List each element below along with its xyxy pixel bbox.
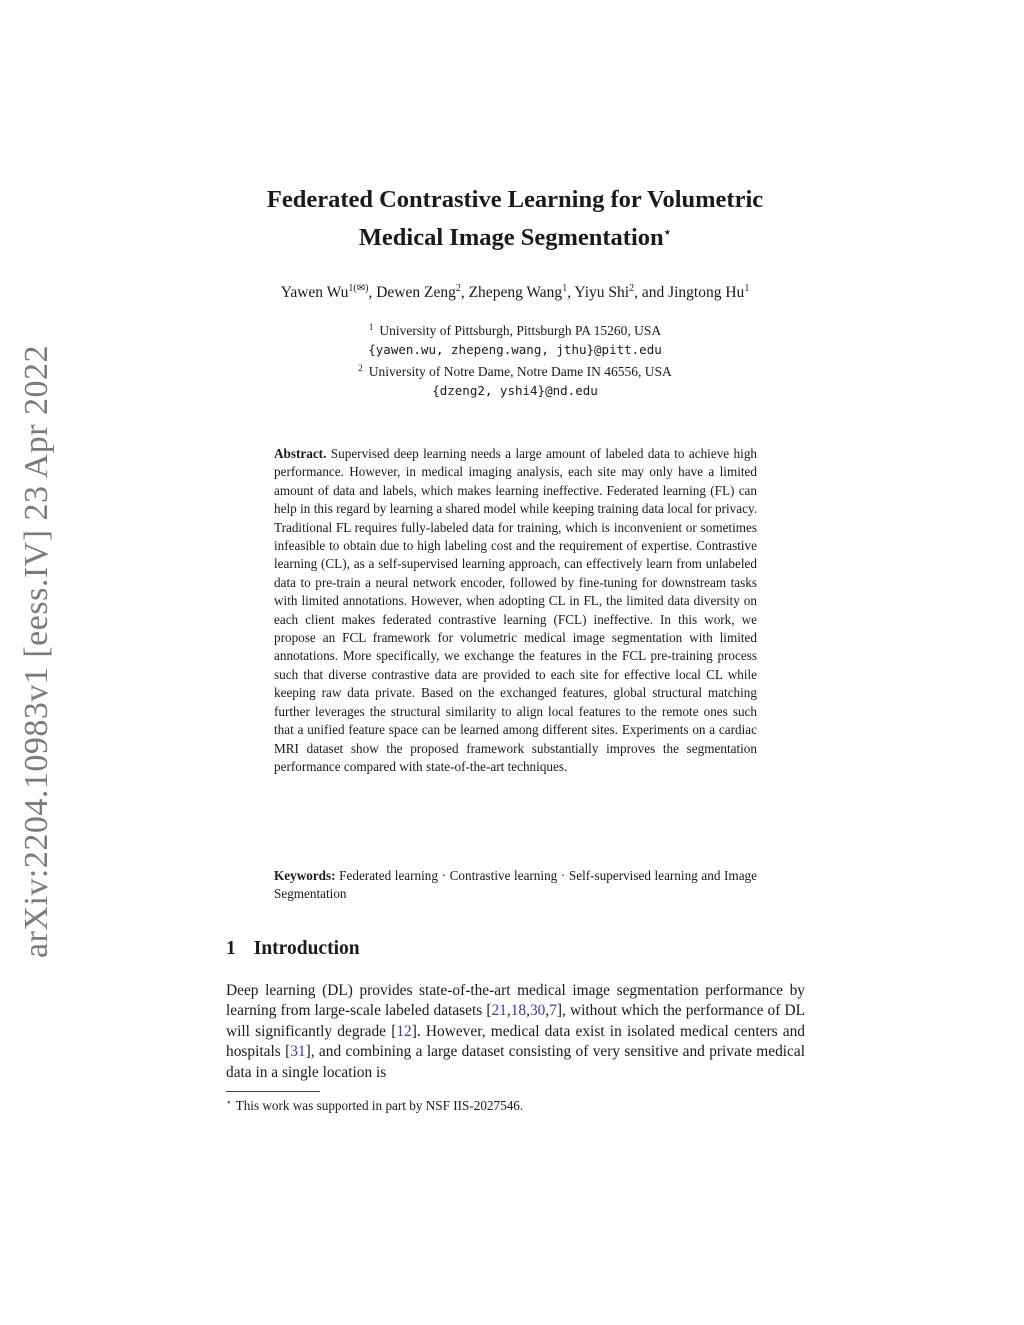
author-affil: 1 xyxy=(562,283,568,294)
author: Yiyu Shi$^2$, and xyxy=(574,283,669,301)
footnote-divider xyxy=(226,1091,320,1092)
citation-link[interactable]: 7 xyxy=(549,1002,557,1020)
section-title: Introduction xyxy=(253,938,360,959)
author-affil: 1(✉) xyxy=(348,283,369,294)
author-name: Dewen Zeng xyxy=(376,284,456,301)
author-name: Jingtong Hu xyxy=(668,284,745,301)
title-line-2-text: Medical Image Segmentation xyxy=(358,224,664,251)
arxiv-stamp: arXiv:2204.10983v1 [eess.IV] 23 Apr 2022 xyxy=(18,344,55,958)
affiliation-2: $^2$ University of Notre Dame, Notre Dame IN 46556, USA xyxy=(358,363,672,379)
citation-link[interactable]: 30 xyxy=(529,1002,546,1020)
author-list xyxy=(160,283,870,302)
envelope-icon: ✉ xyxy=(356,283,366,294)
paper-title xyxy=(160,184,870,254)
intro-paragraph: Deep learning (DL) provides state-of-the-art medical image segmentation performance by learning from large-scale labeled datasets [21,18,30,7], without which the performance of DL will significantly degrade [12]. However, medical data exist in isolated medical centers and hospitals [31], and combining a large dataset consisting of very sensitive and private medical data in a single location is xyxy=(226,982,805,1081)
author: Dewen Zeng$^2$, xyxy=(376,283,469,301)
citation-link[interactable]: 31 xyxy=(290,1043,306,1061)
citation-link[interactable]: 12 xyxy=(396,1022,412,1040)
abstract-label: Abstract. xyxy=(274,446,327,461)
keywords-label: Keywords: xyxy=(274,868,336,883)
title-footnote-mark: ⋆ xyxy=(663,225,672,239)
affiliation-1: $^1$ University of Pittsburgh, Pittsburgh PA 15260, USA xyxy=(368,322,662,338)
footnote-mark: ⋆ xyxy=(226,1097,232,1107)
affiliation-1-email: {yawen.wu, zhepeng.wang, jthu}@pitt.edu xyxy=(368,341,662,357)
keywords xyxy=(274,867,757,904)
affiliation-2-email: {dzeng2, yshi4}@nd.edu xyxy=(432,382,598,398)
author-affil: 1 xyxy=(744,283,750,294)
author-affil: 2 xyxy=(455,283,461,294)
title-line-2 xyxy=(160,216,870,254)
author-name: Yawen Wu xyxy=(280,284,349,301)
citation-link[interactable]: 21 xyxy=(491,1002,507,1020)
section-number: 1 xyxy=(226,938,236,959)
author-name: Yiyu Shi xyxy=(574,284,630,301)
section-heading xyxy=(226,938,360,960)
author: Yawen $Wu^{1(✉)}$, xyxy=(280,283,377,301)
author-affil: 2 xyxy=(629,283,635,294)
footnote-text: This work was supported in part by NSF IIS-2027546. xyxy=(235,1098,524,1113)
abstract-text: Supervised deep learning needs a large amount of labeled data to achieve high performance. However, in medical imaging analysis, each site may only have a limited amount of data and labels, which makes learning ineffective. Federated learning (FL) can help in this regard by learning a shared model while keeping training data local for privacy. Traditional FL requires fully-labeled data for training, which is inconvenient or sometimes infeasible to obtain due to high labeling cost and the requirement of expertise. Contrastive learning (CL), as a self-supervised learning approach, can effectively learn from unlabeled data to pre-train a neural network encoder, followed by fine-tuning for downstream tasks with limited annotations. However, when adopting CL in FL, the limited data diversity on each client makes federated contrastive learning (FCL) ineffective. In this work, we propose an FCL framework for volumetric medical image segmentation with limited annotations. More specifically, we exchange the features in the FCL pre-training process such that diverse contrastive data are provided to each site for effective local CL while keeping raw data private. Based on the exchanged features, global structural matching further leverages the structural similarity to align local features to the remote ones such that a unified feature space can be learned among different sites. Experiments on a cardiac MRI dataset show the proposed framework substantially improves the segmentation performance compared with state-of-the-art techniques. xyxy=(274,446,758,774)
footnote xyxy=(226,1097,523,1114)
abstract xyxy=(274,445,757,776)
keywords-text: Federated learning · Contrastive learning · Self-supervised learning and Image Segmentation xyxy=(274,868,757,902)
author xyxy=(668,284,749,301)
author: Zhepeng Wang$^1$, xyxy=(468,283,575,301)
affiliations xyxy=(160,318,870,400)
citation-link[interactable]: 18 xyxy=(510,1002,527,1020)
title-line-1: Federated Contrastive Learning for Volumetric xyxy=(266,186,764,213)
author-name: Zhepeng Wang xyxy=(468,284,563,301)
